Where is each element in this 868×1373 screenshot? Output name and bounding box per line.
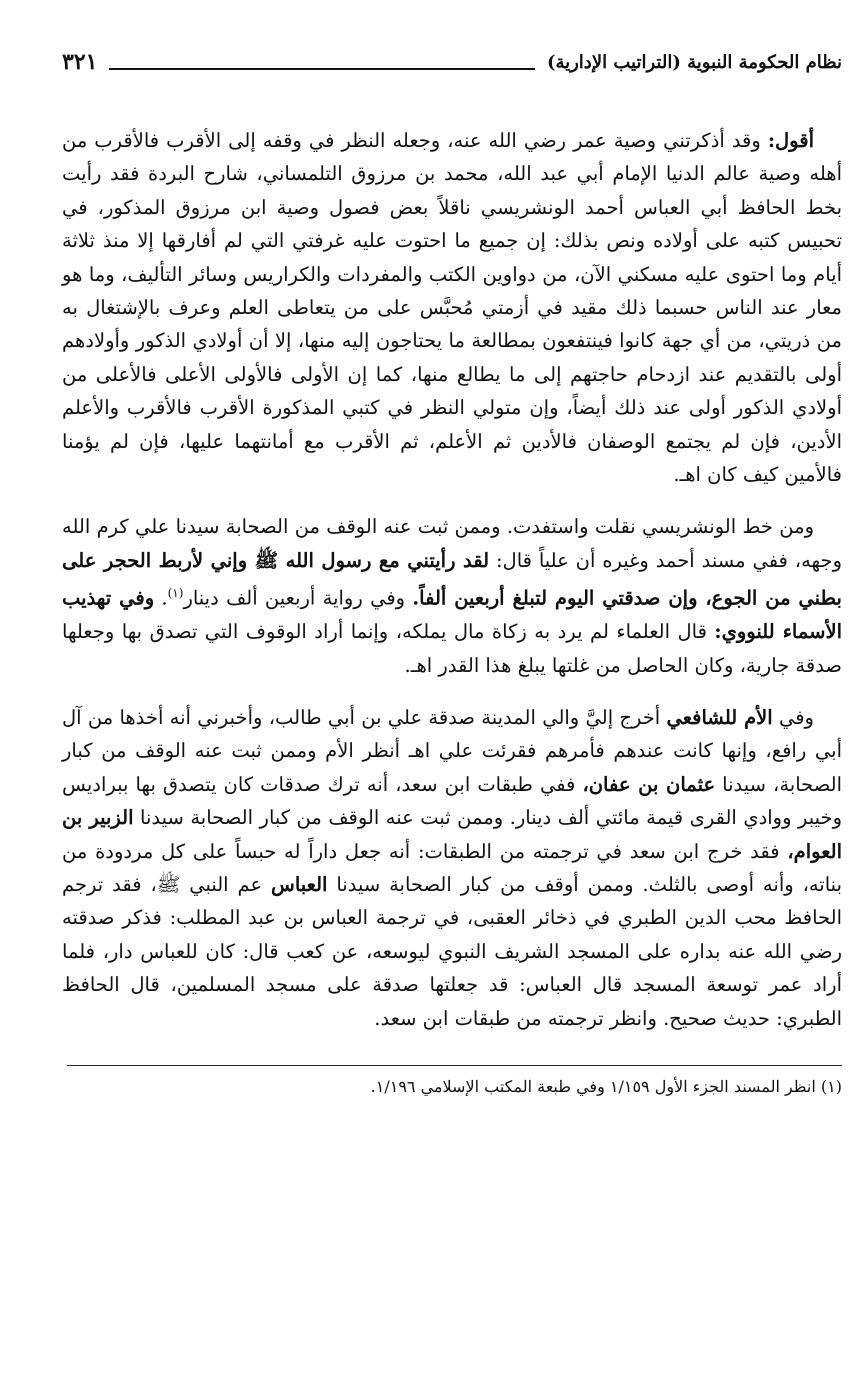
text-segment: وفي تهذيب الأسماء للنووي: <box>62 586 842 644</box>
text-segment: الزبير بن العوام، <box>62 806 842 863</box>
text-segment: وقد أذكرتني وصية عمر رضي الله عنه، وجعله النظر في وقفه إلى الأقرب فالأقرب من أهله وصية عالم الدنيا الإمام أبي عبد الله، محمد بن مرزوق التلمساني، شارح البردة فقد رأيت بخط الحافظ أبي العباس أحمد الونشريسي ناقلاً بعض فصول وصية ابن مرزوق المذكور، في تحبيس كتبه على أولاده ونص بذلك: إن جميع ما احتوت عليه غرفتي التي لم أفارقها إلا منذ ثلاثة أيام وما احتوى عليه مسكني الآن، من دواوين الكتب والمفردات والكراريس وسائر التأليف، وما هو معار عند الناس حسبما ذلك مقيد في أزمتي مُحبَّس على من يتعاطى العلم وعرف بالإشتغال به من ذريتي، من أي جهة كانوا فينتفعون بمطالعة ما يحتاجون إليه منها، إلا أن أولادي الذكور وأولادهم أولى بالتقديم عند ازدحام حاجتهم إلى ما يطالع منها، كما إن الأولى فالأولى الأعلى فالأعلى من أولادي الذكور أولى عند ذلك أيضاً، وإن متولي النظر في كتبي المذكورة الأقرب فالأقرب والأعلم الأدين، فإن لم يجتمع الوصفان فالأدين ثم الأعلم، ثم الأقرب مع أمانتهما عليها، فإن لم يؤمنا فالأمين كيف كان اهـ. <box>62 129 842 487</box>
footnote: (١) انظر المسند الجزء الأول ١/١٥٩ وفي طبعة المكتب الإسلامي ١/١٩٦. <box>370 1077 842 1097</box>
text-segment: عثمان بن عفان، <box>582 772 716 796</box>
header-rule <box>109 68 534 70</box>
text-segment: ومن خط الونشريسي نقلت واستفدت. وممن ثبت عنه الوقف من الصحابة سيدنا علي كرم الله وجهه، ففي مسند أحمد وغيره أن علياً قال: <box>62 515 842 572</box>
text-segment: وفي <box>772 706 814 729</box>
text-segment: . <box>154 586 168 610</box>
text-segment: قال العلماء لم يرد به زكاة مال يملكه، وإنما أراد الوقوف التي تصدق بها وجعلها صدقة جارية، وكان الحاصل من غلتها يبلغ هذا القدر اهـ. <box>62 620 842 677</box>
book-title: نظام الحكومة النبوية (التراتيب الإدارية) <box>546 51 842 73</box>
page-number: ٣٢١ <box>62 49 98 75</box>
text-segment: أقول: <box>767 129 814 152</box>
text-segment: العباس <box>271 873 328 897</box>
text-segment: ففي طبقات ابن سعد، أنه ترك صدقات كان يتصدق بها ببراديس وخيبر ووادي القرى قيمة مائتي ألف دينار. وممن ثبت عنه الوقف من كبار الصحابة سيدنا <box>62 772 843 830</box>
paragraph <box>62 510 842 682</box>
text-segment: الأم للشافعي <box>666 706 773 729</box>
running-header <box>62 40 842 84</box>
text-segment: عم النبي ﷺ، فقد ترجم الحافظ محب الدين الطبري في ذخائر العقبى، في ترجمة العباس بن عبد المطلب: فذكر صدقته رضي الله عنه بداره على المسجد الشريف النبوي ليوسعه، عن كعب قال: كان للعباس دار، فلما أراد عمر توسعة المسجد قال العباس: قد جعلتها صدقة على مسجد المسلمين، قال الحافظ الطبري: حديث صحيح. وانظر ترجمته من طبقات ابن سعد. <box>62 873 842 1030</box>
paragraph <box>62 701 842 1035</box>
text-segment: وفي رواية أربعين ألف دينار <box>183 586 413 610</box>
text-segment: لقد رأيتني مع رسول الله ﷺ وإني لأربط الحجر على بطني من الجوع، وإن صدقتي اليوم لتبلغ أربعين ألفاً. <box>62 548 842 610</box>
book-page <box>62 40 842 1340</box>
text-segment: فقد خرج ابن سعد في ترجمته من الطبقات: أنه جعل داراً له حبساً على كل مردودة من بناته، وأنه أوصى بالثلث. وممن أوقف من كبار الصحابة سيدنا <box>62 839 842 897</box>
main-text <box>62 124 842 1035</box>
text-segment: أخرج إليَّ والي المدينة صدقة علي بن أبي طالب، وأخبرني أنه أخذها من آل أبي رافع، وإنها كانت عندهم فأمرهم فقرئت علي اهـ أنظر الأم وممن ثبت عنه الوقف من كبار الصحابة، سيدنا <box>62 706 843 796</box>
footnote-separator <box>67 1065 842 1066</box>
footnote-marker: (١) <box>167 586 184 601</box>
paragraph <box>62 124 842 491</box>
